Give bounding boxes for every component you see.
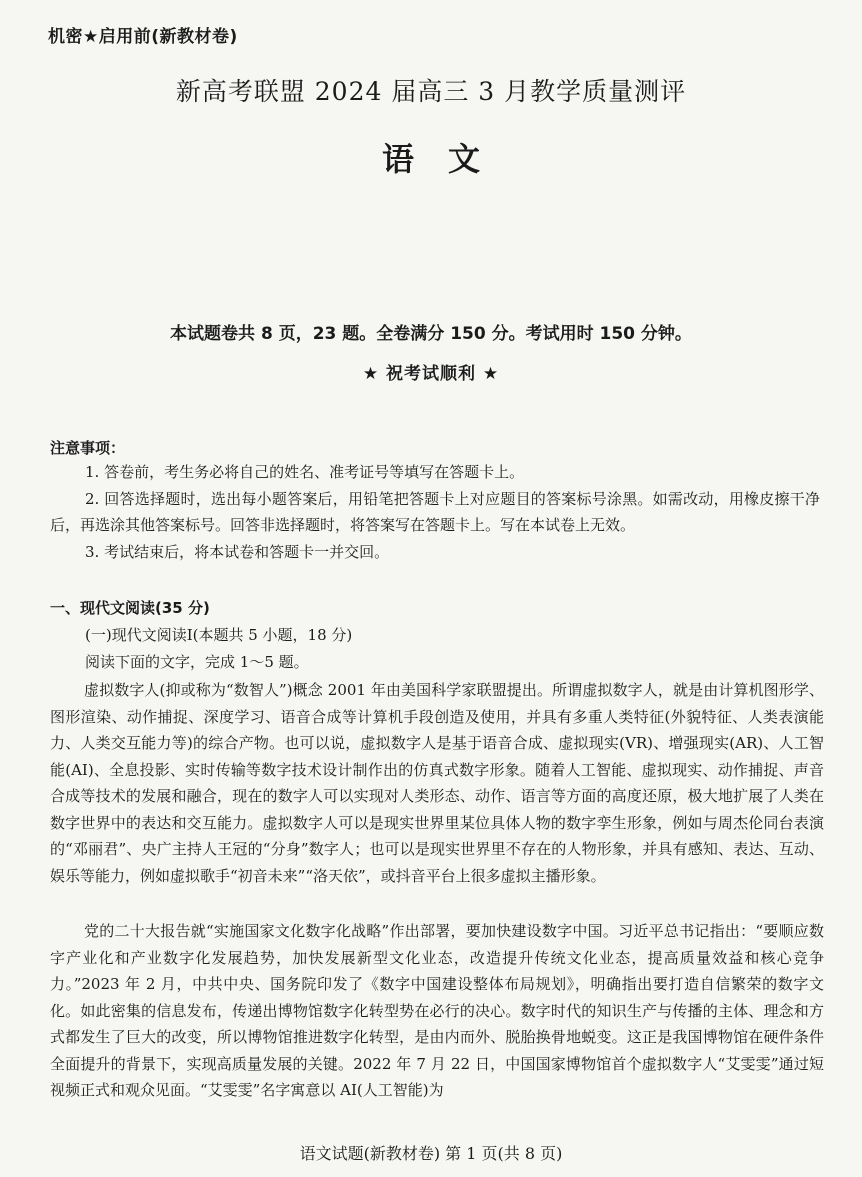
subject-title: 语文 (381, 140, 514, 178)
section-heading: 一、现代文阅读(35 分) (50, 599, 210, 617)
exam-title: 新高考联盟 2024 届高三 3 月教学质量测评 (175, 77, 687, 106)
confidential-label: 机密★启用前(新教材卷) (48, 27, 238, 47)
passage-paragraph-2: 党的二十大报告就“实施国家文化数字化战略”作出部署，要加快建设数字中国。习近平总书记指出：“要顺应数字产业化和产业数字化发展趋势，加快发展新型文化业态，改造提升传统文化业态，提高质量效益和核心竞争力。”2023 年 2 月，中共中央、国务院印发了《数字中国建设整体布局规划》，明确指出要打造自信繁荣的数字文化。如此密集的信息发布，传递出博物馆数字化转型势在必行的决心。数字时代的知识生产与传播的主体、理念和方式都发生了巨大的改变，所以博物馆推进数字化转型，是由内而外、脱胎换骨地蜕变。这正是我国博物馆在硬件条件全面提升的背景下，实现高质量发展的关键。2022 年 7 月 22 日，中国国家博物馆首个虚拟数字人“艾雯雯”通过短视频正式和观众见面。“艾雯雯”名字寓意以 AI(人工智能)为 (50, 922, 824, 1099)
note-item-3: 3. 考试结束后，将本试卷和答题卡一并交回。 (85, 543, 390, 561)
notes-heading: 注意事项： (50, 439, 126, 457)
passage-paragraph-1: 虚拟数字人(抑或称为“数智人”)概念 2001 年由美国科学家联盟提出。所谓虚拟数字人，就是由计算机图形学、图形渲染、动作捕捉、深度学习、语音合成等计算机手段创造及使用，并具有多重人类特征(外貌特征、人类表演能力、人类交互能力等)的综合产物。也可以说，虚拟数字人是基于语音合成、虚拟现实(VR)、增强现实(AR)、人工智能(AI)、全息投影、实时传输等数字技术设计制作出的仿真式数字形象。随着人工智能、虚拟现实、动作捕捉、声音合成等技术的发展和融合，现在的数字人可以实现对人类形态、动作、语言等方面的高度还原，极大地扩展了人类在数字世界中的表达和交互能力。虚拟数字人可以是现实世界里某位具体人物的数字孪生形象，例如与周杰伦同台表演的“邓丽君”、央广主持人王冠的“分身”数字人；也可以是现实世界里不存在的人物形象，并具有感知、表达、互动、娱乐等能力，例如虚拟歌手“初音未来”“洛天依”，或抖音平台上很多虚拟主播形象。 (50, 681, 824, 885)
note-item-1: 1. 答卷前，考生务必将自己的姓名、准考证号等填写在答题卡上。 (85, 463, 525, 481)
page-footer: 语文试题(新教材卷) 第 1 页(共 8 页) (299, 1144, 563, 1163)
exam-info: 本试题卷共 8 页，23 题。全卷满分 150 分。考试用时 150 分钟。 (170, 324, 692, 344)
good-luck-banner: ★ 祝考试顺利 ★ (362, 364, 500, 384)
note-item-2: 2. 回答选择题时，选出每小题答案后，用铅笔把答题卡上对应题目的答案标号涂黑。如需改动，用橡皮擦干净后，再选涂其他答案标号。回答非选择题时，将答案写在答题卡上。写在本试卷上无效。 (50, 490, 820, 534)
section-subheading: (一)现代文阅读Ⅰ(本题共 5 小题，18 分) (85, 626, 353, 644)
reading-instruction: 阅读下面的文字，完成 1～5 题。 (85, 653, 309, 671)
